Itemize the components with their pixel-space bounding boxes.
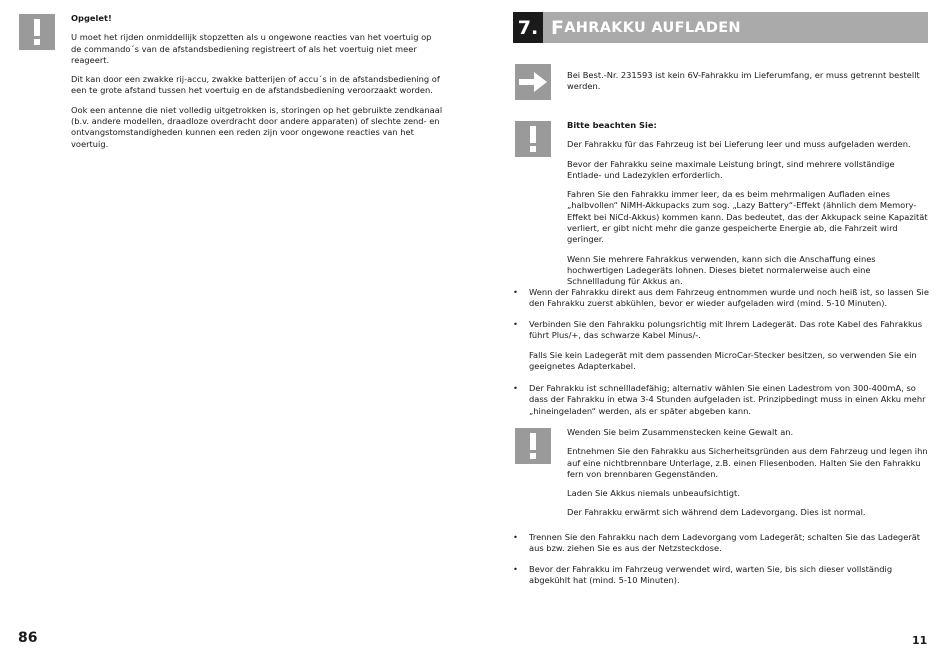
- caution-paragraph-1: Wenden Sie beim Zusammenstecken keine Gewalt an.: [567, 427, 794, 437]
- bullet-text-4: Trennen Sie den Fahrakku nach dem Ladevorgang vom Ladegerät; schalten Sie das Ladegerät aus bzw. ziehen Sie es aus der Netzsteckdose.: [529, 532, 921, 554]
- caution-exclamation-icon: [515, 428, 551, 464]
- section-heading: [513, 12, 928, 43]
- bullet-text-2: Verbinden Sie den Fahrakku polungsrichtig mit Ihrem Ladegerät. Das rote Kabel des Fahrakkus führt Plus/+, das schwarze Kabel Minus/-.: [529, 319, 923, 341]
- warning-paragraph-3: Ook een antenne die niet volledig uitgetrokken is, storingen op het gebruikte zendkanaal (b.v. andere modellen, draadloze overdracht door andere apparaten) of slechte zend- en ontvangstomstandigheden kunnen een reden zijn voor ongewone reacties van het voertuig.: [71, 104, 443, 149]
- caution-paragraph-3: Laden Sie Akkus niemals unbeaufsichtigt.: [567, 488, 740, 499]
- warning-exclamation-icon: [19, 14, 55, 50]
- bullet-dot: •: [513, 287, 518, 297]
- section-title: [543, 12, 741, 43]
- bullet-item-4: [513, 532, 929, 555]
- caution-paragraph-4: Der Fahrakku erwärmt sich während dem Ladevorgang. Dies ist normal.: [567, 507, 866, 518]
- notice-exclamation-icon: [515, 121, 551, 157]
- bullet-item-1: [513, 287, 929, 310]
- left-warning-text: [71, 13, 443, 150]
- bullet-text-1: Wenn der Fahrakku direkt aus dem Fahrzeug entnommen wurde und noch heiß ist, so lassen Sie den Fahrakku zuerst abkühlen, bevor er wieder aufgeladen wird (mind. 5-10 Minuten).: [529, 287, 929, 309]
- bullet-text-3: Der Fahrakku ist schnellladefähig; alternativ wählen Sie einen Ladestrom von 300-400mA, so dass der Fahrakku in etwa 3-4 Stunden aufgeladen ist. Prinzipbedingt muss in einen Akku mehr „hineingeladen“ werden, als er später abgeben kann.: [529, 383, 926, 416]
- bullet-dot: •: [513, 383, 518, 393]
- notice-heading: Bitte beachten Sie:: [567, 120, 657, 130]
- notice-paragraph-1: Der Fahrakku für das Fahrzeug ist bei Lieferung leer und muss aufgeladen werden.: [567, 139, 911, 150]
- bullet-followup-text: Falls Sie kein Ladegerät mit dem passenden MicroCar-Stecker besitzen, so verwenden Sie ein geeignetes Adapterkabel.: [529, 350, 917, 372]
- section-title-rest: AHRAKKU AUFLADEN: [564, 19, 741, 36]
- caution-paragraph-2: Entnehmen Sie den Fahrakku aus Sicherheitsgründen aus dem Fahrzeug und legen ihn auf eine nichtbrennbare Unterlage, z.B. einen Fliesenboden. Halten Sie den Fahrakku fern von brennbaren Gegenständen.: [567, 446, 928, 479]
- bullet-dot: •: [513, 564, 518, 574]
- bullet-text-5: Bevor der Fahrakku im Fahrzeug verwendet wird, warten Sie, bis sich dieser vollständig abgekühlt hat (mind. 5-10 Minuten).: [529, 564, 893, 586]
- bullet-item-3: [513, 383, 929, 417]
- notice-paragraph-2: Bevor der Fahrakku seine maximale Leistung bringt, sind mehrere vollständige Entlade- und Ladezyklen erforderlich.: [567, 158, 895, 180]
- bullet-dot: •: [513, 532, 518, 542]
- caution-block: [567, 427, 929, 519]
- bullet-followup: [513, 350, 929, 373]
- right-page-number: 11: [912, 634, 928, 647]
- left-page-number: 86: [18, 630, 38, 646]
- section-number: 7.: [513, 12, 543, 43]
- arrow-note: Bei Best.-Nr. 231593 ist kein 6V-Fahrakku im Lieferumfang, er muss getrennt bestellt werden.: [567, 70, 920, 92]
- notice-block: [567, 120, 929, 288]
- arrow-right-icon: [515, 64, 551, 100]
- notice-paragraph-3: Fahren Sie den Fahrakku immer leer, da es beim mehrmaligen Aufladen eines „halbvollen“ NiMH-Akkupacks zum sog. „Lazy Battery“-Effekt (ähnlich dem Memory-Effekt bei NiCd-Akkus) kommen kann. Das bedeutet, das der Akkupack seine Kapazität verliert, er gibt nicht mehr die ganze gespeicherte Energie ab, die Fahrzeit wird geringer.: [567, 189, 928, 245]
- notice-paragraph-4: Wenn Sie mehrere Fahrakkus verwenden, kann sich die Anschaffung eines hochwertigen Ladegeräts lohnen. Dieses bietet normalerweise auch eine Schnellladung für Akkus an.: [567, 253, 876, 287]
- bullet-item-5: [513, 564, 929, 587]
- section-title-initial: F: [551, 16, 565, 39]
- bullet-item-2: [513, 319, 929, 342]
- warning-heading: Opgelet!: [71, 13, 112, 23]
- bullet-dot: •: [513, 319, 518, 329]
- warning-paragraph-2: Dit kan door een zwakke rij-accu, zwakke batterijen of accu´s in de afstandsbediening of een te grote afstand tussen het voertuig en de afstandsbediening veroorzaakt worden.: [71, 74, 440, 96]
- warning-paragraph-1: U moet het rijden onmiddellijk stopzetten als u ongewone reacties van het voertuig op de commando´s van de afstandsbediening registreert of als het voertuig niet meer reageert.: [71, 32, 432, 65]
